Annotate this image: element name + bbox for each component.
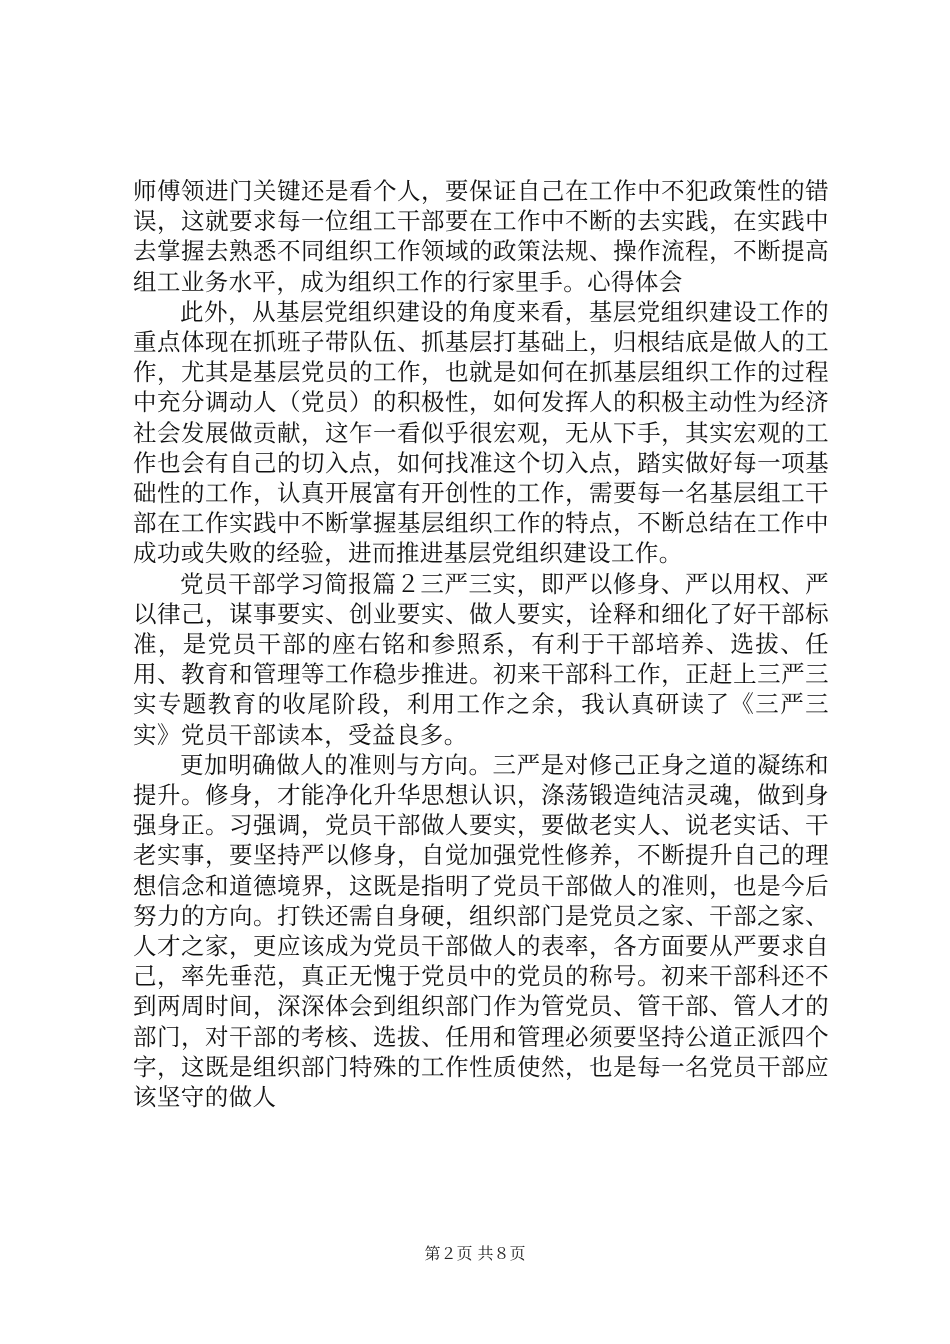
page-footer: 第２页 共８页 xyxy=(424,1244,526,1263)
paragraph-4: 更加明确做人的准则与方向。三严是对修己正身之道的凝练和提升。修身，才能净化升华思想认识，涤荡锻造纯洁灵魂，做到身强身正。习强调，党员干部做人要实，要做老实人、说老实话、干老实事，要坚持严以修身，自觉加强党性修养，不断提升自己的理想信念和道德境界，这既是指明了党员干部做人的准则，也是今后努力的方向。打铁还需自身硬，组织部门是党员之家、干部之家、人才之家，更应该成为党员干部做人的表率，各方面要从严要求自己，率先垂范，真正无愧于党员中的党员的称号。初来干部科还不到两周时间，深深体会到组织部门作为管党员、管干部、管人才的部门，对干部的考核、选拔、任用和管理必须要坚持公道正派四个字，这既是组织部门特殊的工作性质使然，也是每一名党员干部应该坚守的做人 xyxy=(133,750,829,1112)
paragraph-1: 师傅领进门关键还是看个人，要保证自己在工作中不犯政策性的错误，这就要求每一位组工干部要在工作中不断的去实践，在实践中去掌握去熟悉不同组织工作领域的政策法规、操作流程，不断提高组工业务水平，成为组织工作的行家里手。心得体会 xyxy=(133,177,829,296)
paragraph-3: 党员干部学习简报篇２三严三实，即严以修身、严以用权、严以律己，谋事要实、创业要实、做人要实，诠释和细化了好干部标准，是党员干部的座右铭和参照系，有利于干部培养、选拔、任用、教育和管理等工作稳步推进。初来干部科工作，正赶上三严三实专题教育的收尾阶段，利用工作之余，我认真研读了《三严三实》党员干部读本，受益良多。 xyxy=(133,569,829,749)
paragraph-2: 此外，从基层党组织建设的角度来看，基层党组织建设工作的重点体现在抓班子带队伍、抓基层打基础上，归根结底是做人的工作，尤其是基层党员的工作，也就是如何在抓基层组织工作的过程中充分调动人（党员）的积极性，如何发挥人的积极主动性为经济社会发展做贡献，这乍一看似乎很宏观，无从下手，其实宏观的工作也会有自己的切入点，如何找准这个切入点，踏实做好每一项基础性的工作，认真开展富有开创性的工作，需要每一名基层组工干部在工作实践中不断掌握基层组织工作的特点，不断总结在工作中成功或失败的经验，进而推进基层党组织建设工作。 xyxy=(133,297,829,568)
document-body xyxy=(133,176,829,1112)
